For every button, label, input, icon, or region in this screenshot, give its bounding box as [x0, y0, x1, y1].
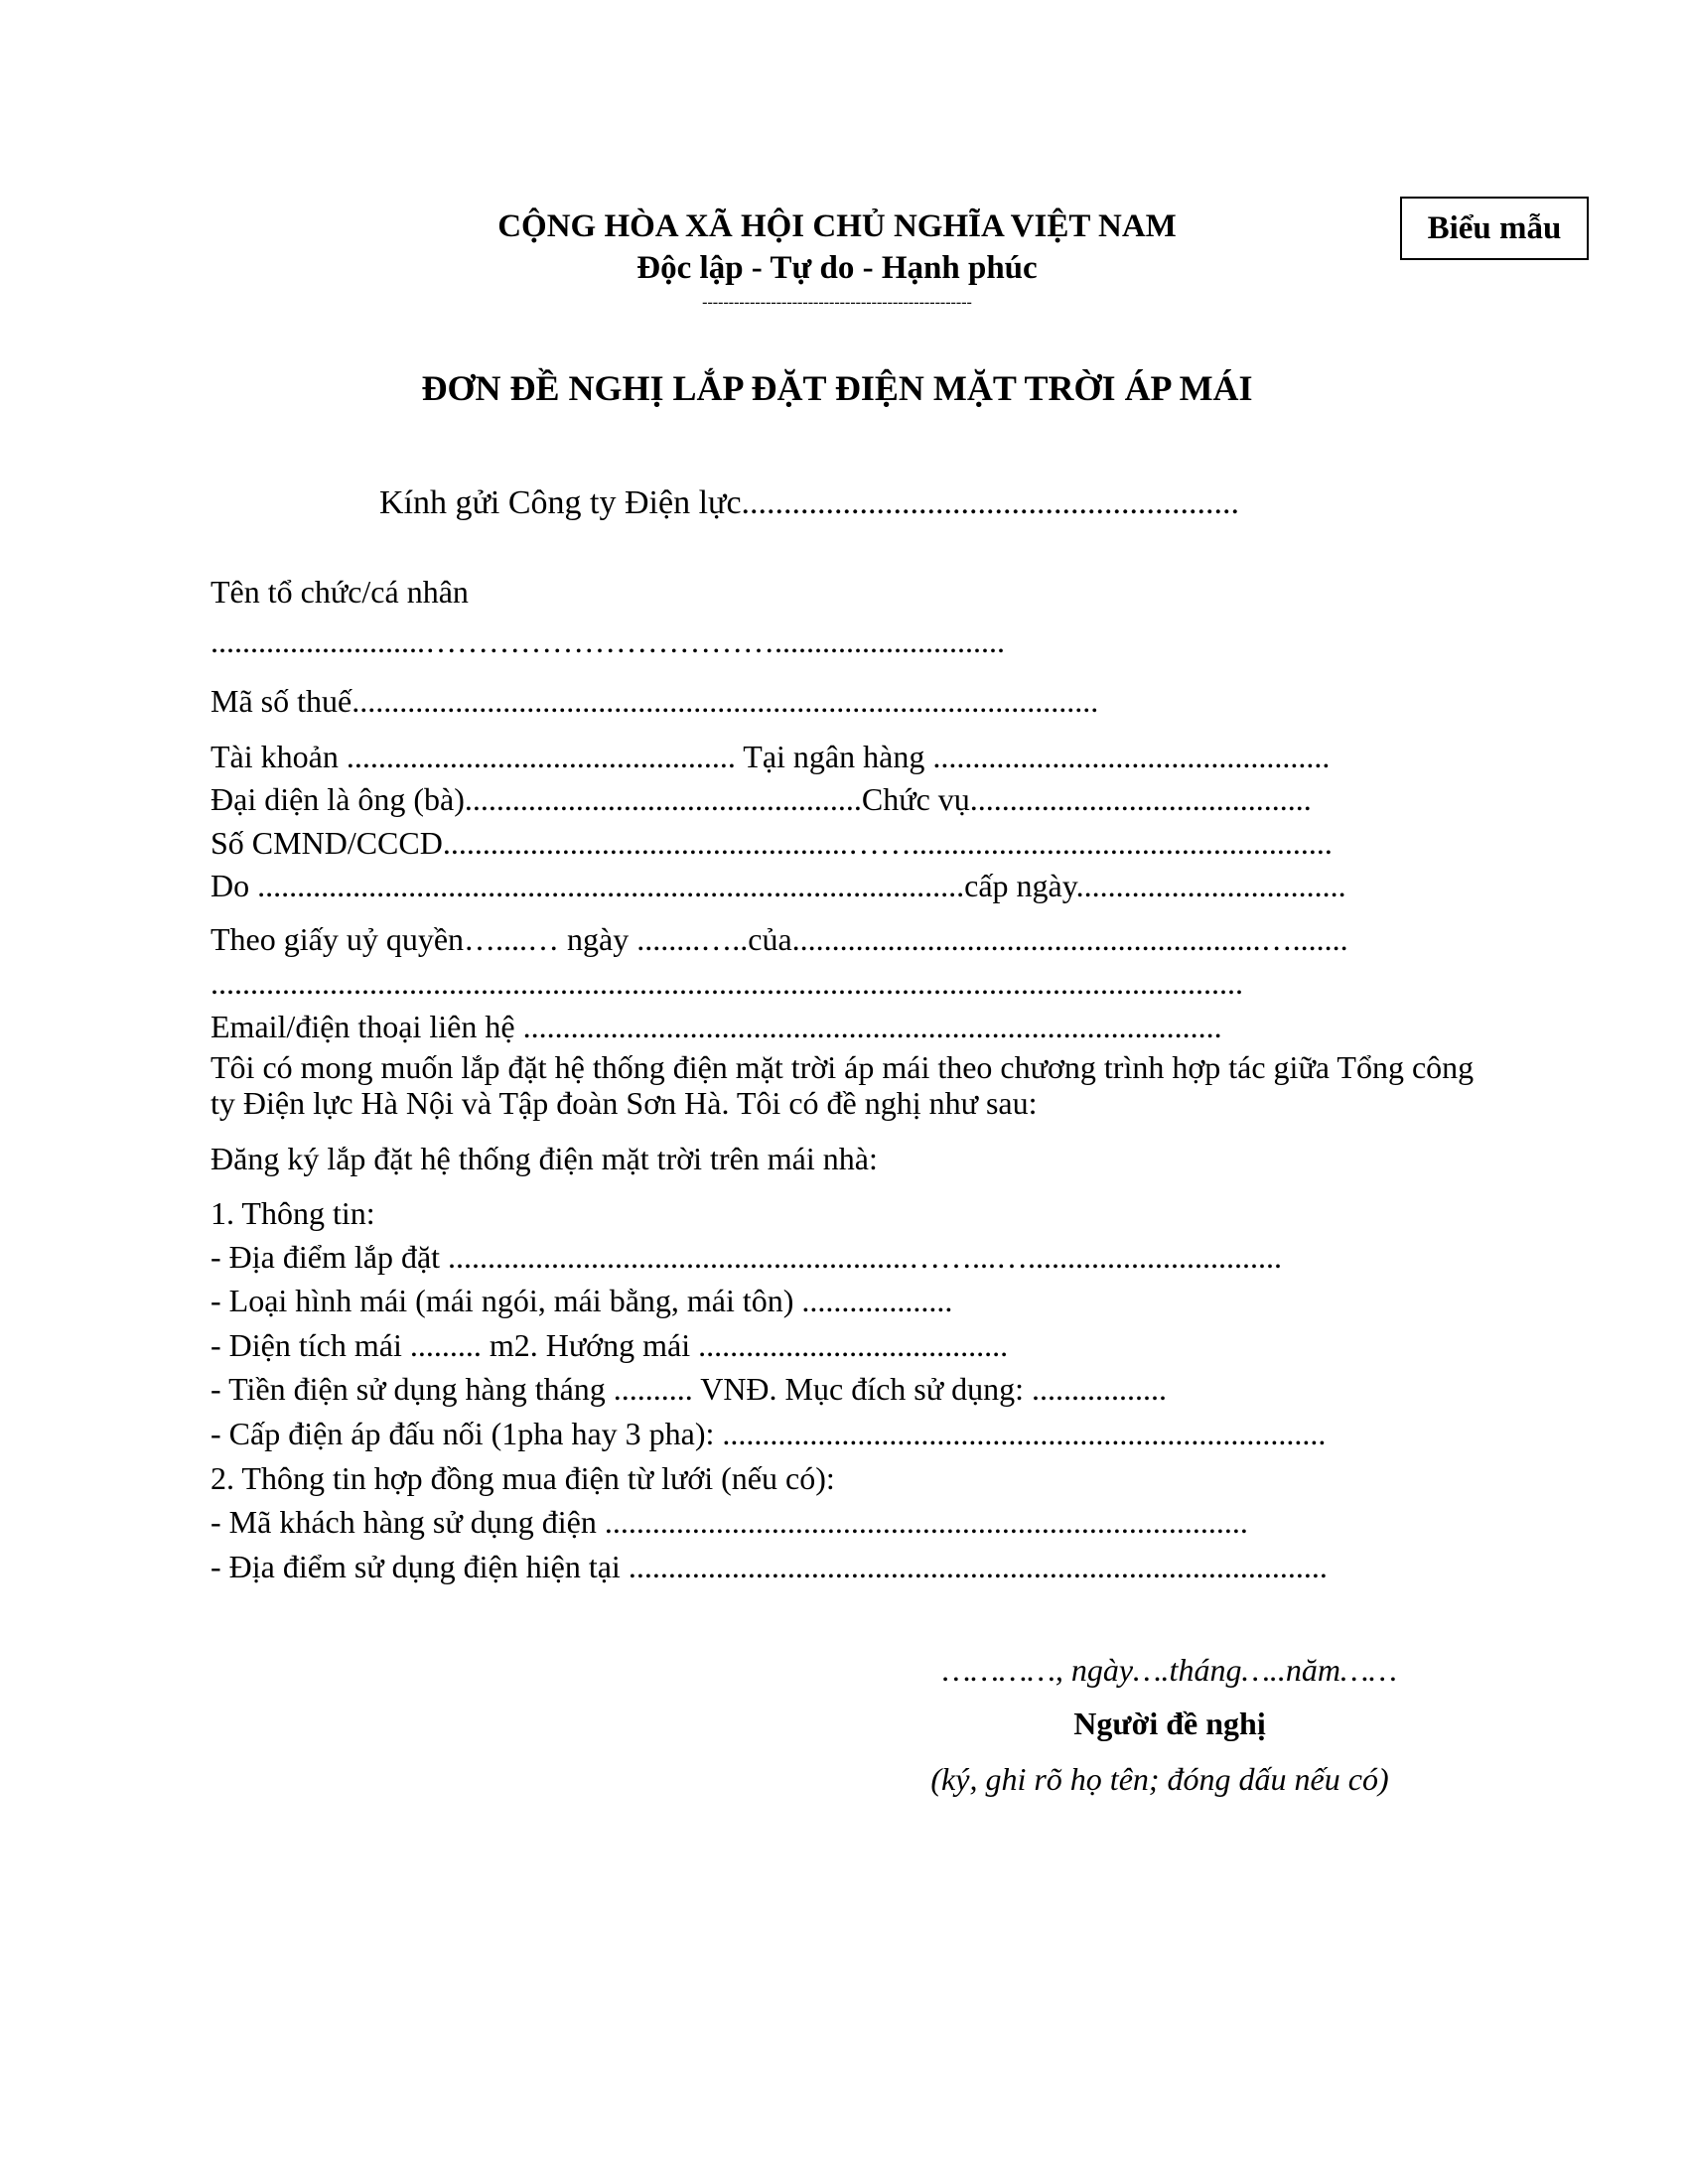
list-item: - Mã khách hàng sử dụng điện ................................................................................. — [211, 1504, 1248, 1540]
recipient-line: Kính gửi Công ty Điện lực........................................................... — [379, 484, 1240, 521]
section2-heading: 2. Thông tin hợp đồng mua điện từ lưới (nếu có): — [211, 1460, 835, 1496]
register-line: Đăng ký lắp đặt hệ thống điện mặt trời trên mái nhà: — [211, 1141, 878, 1176]
org-name-label: Tên tổ chức/cá nhân — [211, 574, 469, 610]
country-name: CỘNG HÒA XÃ HỘI CHỦ NGHĨA VIỆT NAM — [497, 208, 1177, 244]
account-field: Tài khoản ................................................. Tại ngân hàng .................................................. — [211, 739, 1331, 774]
list-item: - Cấp điện áp đấu nối (1pha hay 3 pha): ............................................................................ — [211, 1416, 1327, 1451]
list-item: - Địa điểm sử dụng điện hiện tại ........................................................................................ — [211, 1549, 1328, 1584]
issued-by-field: Do .........................................................................................cấp ngày.................................. — [211, 868, 1346, 903]
signature-date-line: …………, ngày….tháng…..năm…… — [942, 1652, 1397, 1688]
signer-title: Người đề nghị — [1073, 1706, 1266, 1741]
section1-heading: 1. Thông tin: — [211, 1195, 375, 1231]
authorization-field: Theo giấy uỷ quyền…....… ngày ........…..của...........................................................…....... — [211, 921, 1348, 957]
list-item: - Địa điểm lắp đặt ..........................................................……...…................................ — [211, 1239, 1283, 1275]
list-item: - Loại hình mái (mái ngói, mái bằng, mái tôn) ................... — [211, 1283, 953, 1318]
org-name-blank: ...........................……………………………............................. — [211, 623, 1005, 659]
tax-code-field: Mã số thuế.............................................................................................. — [211, 683, 1099, 719]
form-badge: Biểu mẫu — [1400, 197, 1589, 260]
list-item: - Tiền điện sử dụng hàng tháng .......... VNĐ. Mục đích sử dụng: ................. — [211, 1371, 1167, 1407]
statement-paragraph: Tôi có mong muốn lắp đặt hệ thống điện mặt trời áp mái theo chương trình hợp tác giữa Tổng công ty Điện lực Hà Nội và Tập đoàn Sơn Hà. Tôi có đề nghị như sau: — [211, 1049, 1475, 1121]
authorization-continuation: .................................................................................................................................. — [211, 965, 1243, 1001]
national-motto: Độc lập - Tự do - Hạnh phúc — [636, 250, 1038, 286]
document-title: ĐƠN ĐỀ NGHỊ LẮP ĐẶT ĐIỆN MẶT TRỜI ÁP MÁI — [421, 368, 1253, 408]
header-separator: --------------------------------------------------- — [702, 294, 972, 311]
signature-note: (ký, ghi rõ họ tên; đóng dấu nếu có) — [930, 1761, 1389, 1797]
representative-field: Đại diện là ông (bà)..................................................Chức vụ........................................... — [211, 781, 1312, 817]
list-item: - Diện tích mái ......... m2. Hướng mái ....................................... — [211, 1327, 1009, 1363]
id-number-field: Số CMND/CCCD...................................................……..................................................... — [211, 825, 1333, 861]
contact-field: Email/điện thoại liên hệ ........................................................................................ — [211, 1009, 1222, 1044]
